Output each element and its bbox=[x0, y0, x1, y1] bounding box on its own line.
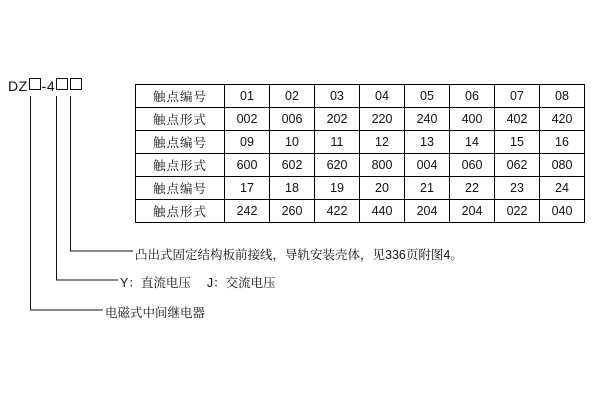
table-cell: 620 bbox=[315, 154, 360, 177]
table-cell: 062 bbox=[495, 154, 540, 177]
table-cell: 220 bbox=[360, 108, 405, 131]
model-code-box-1 bbox=[29, 78, 41, 90]
table-cell: 204 bbox=[450, 200, 495, 223]
table-cell: 600 bbox=[225, 154, 270, 177]
table-cell: 18 bbox=[270, 177, 315, 200]
table-cell: 440 bbox=[360, 200, 405, 223]
table-cell: 002 bbox=[225, 108, 270, 131]
table-cell: 12 bbox=[360, 131, 405, 154]
table-cell: 20 bbox=[360, 177, 405, 200]
row-header: 触点形式 bbox=[136, 108, 225, 131]
table-cell: 080 bbox=[540, 154, 585, 177]
table-cell: 19 bbox=[315, 177, 360, 200]
table-cell: 03 bbox=[315, 85, 360, 108]
table-cell: 23 bbox=[495, 177, 540, 200]
table-cell: 21 bbox=[405, 177, 450, 200]
annotation-voltage-dc: Y：直流电压 bbox=[120, 276, 191, 290]
table-cell: 01 bbox=[225, 85, 270, 108]
row-header: 触点编号 bbox=[136, 131, 225, 154]
table-cell: 004 bbox=[405, 154, 450, 177]
table-cell: 006 bbox=[270, 108, 315, 131]
row-header: 触点编号 bbox=[136, 85, 225, 108]
table-cell: 05 bbox=[405, 85, 450, 108]
table-cell: 07 bbox=[495, 85, 540, 108]
contact-table-wrapper bbox=[135, 84, 585, 223]
model-code-box-2 bbox=[56, 78, 68, 90]
row-header: 触点形式 bbox=[136, 200, 225, 223]
table-cell: 202 bbox=[315, 108, 360, 131]
table-cell: 16 bbox=[540, 131, 585, 154]
annotation-voltage-ac: J：交流电压 bbox=[206, 276, 276, 290]
table-cell: 17 bbox=[225, 177, 270, 200]
table-cell: 14 bbox=[450, 131, 495, 154]
annotation-structure: 凸出式固定结构板前接线，导轨安装壳体，见336页附图4。 bbox=[135, 248, 463, 262]
table-cell: 400 bbox=[450, 108, 495, 131]
table-cell: 204 bbox=[405, 200, 450, 223]
table-cell: 402 bbox=[495, 108, 540, 131]
row-header: 触点编号 bbox=[136, 177, 225, 200]
table-cell: 040 bbox=[540, 200, 585, 223]
table-cell: 602 bbox=[270, 154, 315, 177]
table-cell: 04 bbox=[360, 85, 405, 108]
model-code-box-3 bbox=[70, 78, 82, 90]
table-row bbox=[136, 85, 585, 108]
table-cell: 24 bbox=[540, 177, 585, 200]
table-cell: 422 bbox=[315, 200, 360, 223]
annotation-voltage bbox=[120, 273, 276, 291]
model-code-label bbox=[8, 78, 83, 94]
table-row bbox=[136, 108, 585, 131]
table-cell: 02 bbox=[270, 85, 315, 108]
table-cell: 08 bbox=[540, 85, 585, 108]
table-cell: 022 bbox=[495, 200, 540, 223]
table-cell: 260 bbox=[270, 200, 315, 223]
annotation-relay-type: 电磁式中间继电器 bbox=[105, 306, 206, 320]
table-cell: 240 bbox=[405, 108, 450, 131]
table-cell: 10 bbox=[270, 131, 315, 154]
table-row bbox=[136, 154, 585, 177]
table-cell: 09 bbox=[225, 131, 270, 154]
table-row bbox=[136, 177, 585, 200]
table-cell: 13 bbox=[405, 131, 450, 154]
contact-table bbox=[135, 84, 585, 223]
table-cell: 242 bbox=[225, 200, 270, 223]
table-cell: 060 bbox=[450, 154, 495, 177]
table-cell: 420 bbox=[540, 108, 585, 131]
table-cell: 11 bbox=[315, 131, 360, 154]
model-code-middle: -4 bbox=[41, 78, 56, 94]
table-cell: 800 bbox=[360, 154, 405, 177]
model-code-prefix: DZ bbox=[8, 78, 28, 94]
table-cell: 15 bbox=[495, 131, 540, 154]
table-row bbox=[136, 131, 585, 154]
table-row bbox=[136, 200, 585, 223]
table-cell: 22 bbox=[450, 177, 495, 200]
table-cell: 06 bbox=[450, 85, 495, 108]
row-header: 触点形式 bbox=[136, 154, 225, 177]
